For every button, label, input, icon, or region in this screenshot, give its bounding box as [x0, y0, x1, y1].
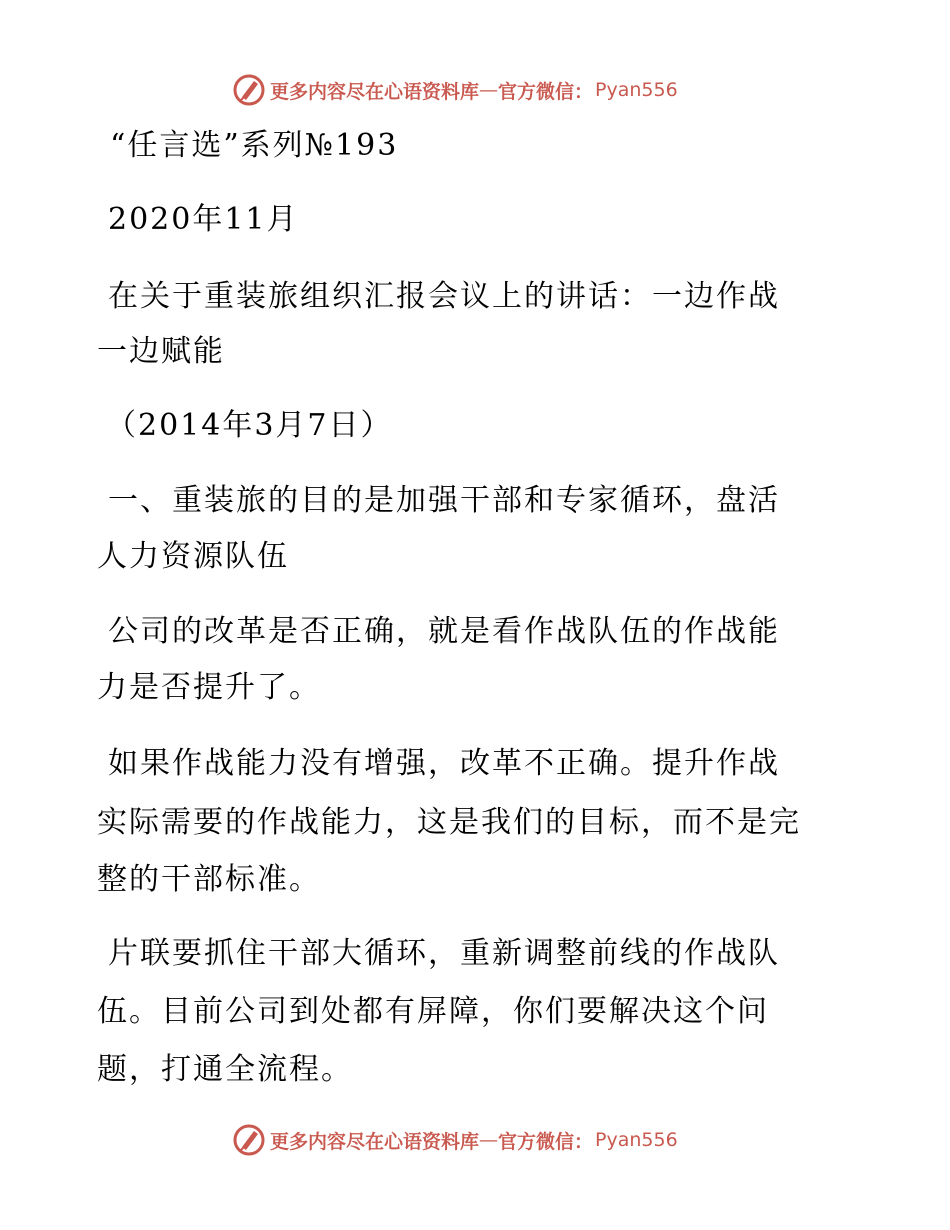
speech-title-line-2: 一边赋能: [97, 334, 225, 369]
footer-watermark: [232, 1120, 678, 1160]
paragraph-2-line-3: 整的干部标准。: [97, 862, 321, 897]
logo-icon: [232, 1123, 266, 1157]
banner-dash: —: [479, 1129, 499, 1151]
paragraph-1-line-1: 公司的改革是否正确，就是看作战队伍的作战能: [108, 614, 780, 649]
paragraph-3-line-1: 片联要抓住干部大循环，重新调整前线的作战队: [108, 936, 780, 971]
paragraph-3-line-2: 伍。目前公司到处都有屏障，你们要解决这个问: [97, 994, 769, 1029]
banner-text: 更多内容尽在心语资料库: [270, 80, 480, 103]
banner-text: 更多内容尽在心语资料库: [270, 1130, 480, 1153]
banner-handle: Pyan556: [595, 1129, 678, 1151]
header-watermark: [232, 70, 678, 110]
paragraph-2-line-1: 如果作战能力没有增强，改革不正确。提升作战: [108, 746, 780, 781]
paragraph-3-line-3: 题，打通全流程。: [97, 1052, 353, 1087]
speech-date: （2014年3月7日）: [106, 408, 393, 443]
speech-title-line-1: 在关于重装旅组织汇报会议上的讲话：一边作战: [108, 279, 780, 314]
banner-sub: 官方微信：: [498, 80, 594, 103]
paragraph-1-line-2: 力是否提升了。: [97, 670, 321, 705]
section-heading-line-2: 人力资源队伍: [97, 539, 289, 574]
section-heading-line-1: 一、重装旅的目的是加强干部和专家循环，盘活: [108, 483, 780, 518]
banner-dash: —: [479, 79, 499, 101]
logo-icon: [232, 73, 266, 107]
document-date: 2020年11月: [108, 202, 299, 237]
series-label: “任言选”系列№193: [110, 128, 399, 163]
banner-handle: Pyan556: [595, 79, 678, 101]
paragraph-2-line-2: 实际需要的作战能力，这是我们的目标，而不是完: [97, 805, 801, 840]
banner-sub: 官方微信：: [498, 1130, 594, 1153]
